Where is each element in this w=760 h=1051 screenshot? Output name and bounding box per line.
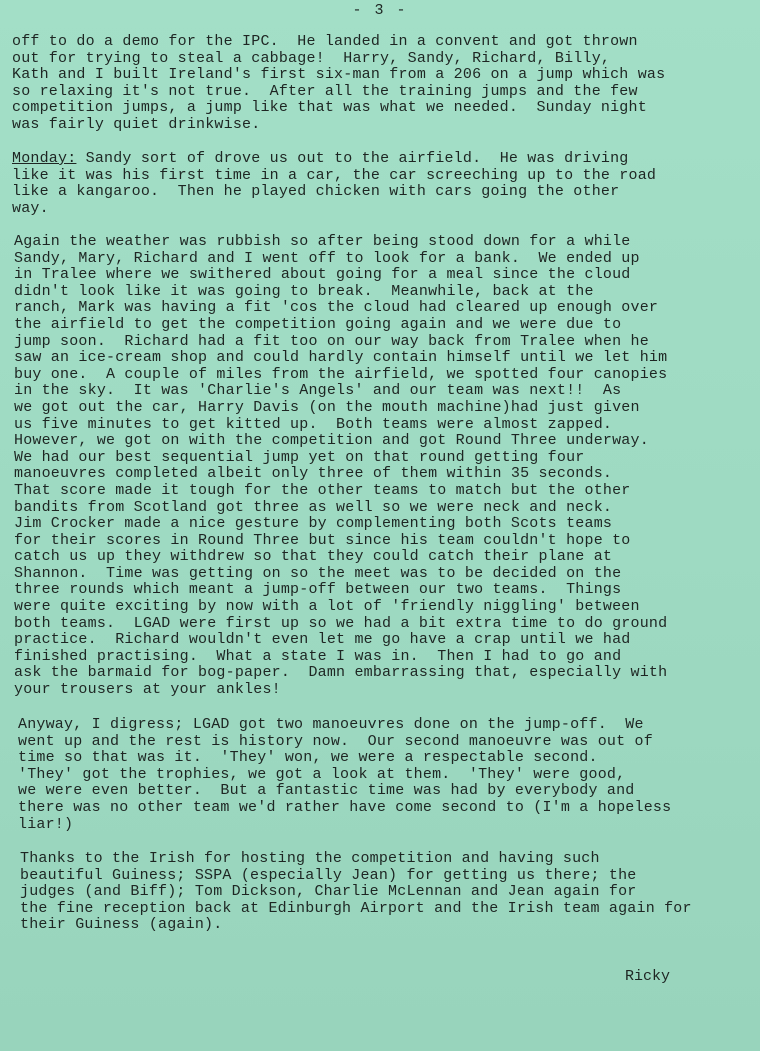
text-line: beautiful Guiness; SSPA (especially Jean) for getting us there; the [20,866,637,884]
text-line: liar!) [18,815,74,833]
text-line: Anyway, I digress; LGAD got two manoeuvres done on the jump-off. We [18,716,644,733]
text-line: in Tralee where we swithered about going for a meal since the cloud [14,266,631,284]
text-line: judges (and Biff); Tom Dickson, Charlie McLennan and Jean again for [20,883,637,901]
text-line: manoeuvres completed albeit only three of them within 35 seconds. [14,465,613,483]
text-line: However, we got on with the competition and got Round Three underway. [14,432,649,450]
text-line: so relaxing it's not true. After all the training jumps and the few [12,82,638,100]
text-line [12,151,656,168]
text-line: 'They' got the trophies, we got a look at them. 'They' were good, [18,765,626,783]
text-line: we were even better. But a fantastic time was had by everybody and [18,782,635,800]
day-heading: Monday: [12,150,77,167]
text-line: practice. Richard wouldn't even let me go have a crap until we had [14,631,631,649]
text-line: ranch, Mark was having a fit 'cos the cloud had cleared up enough over [14,299,659,317]
text-line: we got out the car, Harry Davis (on the mouth machine)had just given [14,398,640,416]
paragraph-jump-off-result [18,717,671,833]
text-line: Thanks to the Irish for hosting the competition and having such [20,850,600,867]
text-line: way. [12,199,49,217]
text-line: went up and the rest is history now. Our second manoeuvre was out of [18,732,653,750]
text-line: catch us up they withdrew so that they could catch their plane at [14,548,613,566]
text-line: saw an ice-cream shop and could hardly contain himself until we let him [14,349,668,367]
text-line: finished practising. What a state I was in. Then I had to go and [14,647,622,665]
signature-ricky: Ricky [625,968,671,985]
text-line: didn't look like it was going to break. Meanwhile, back at the [14,282,594,300]
text-line: their Guiness (again). [20,916,223,934]
page-number: - 3 - [352,2,408,19]
text-line: Jim Crocker made a nice gesture by complementing both Scots teams [14,515,613,533]
text-line: were quite exciting by now with a lot of 'friendly niggling' between [14,598,640,616]
text-line: Kath and I built Ireland's first six-man from a 206 on a jump which was [12,66,666,84]
paragraph-competition-day [14,234,667,699]
text-line: We had our best sequential jump yet on that round getting four [14,448,585,466]
text-line: there was no other team we'd rather have come second to (I'm a hopeless [18,798,672,816]
text-line: in the sky. It was 'Charlie's Angels' and our team was next!! As [14,382,622,400]
text-line-rest: Sandy sort of drove us out to the airfield. He was driving [76,150,629,167]
text-line: bandits from Scotland got three as well so we were neck and neck. [14,498,613,516]
text-line: That score made it tough for the other teams to match but the other [14,481,631,499]
text-line: time so that was it. 'They' won, we were a respectable second. [18,749,598,767]
text-line: out for trying to steal a cabbage! Harry, Sandy, Richard, Billy, [12,49,611,67]
text-line: the fine reception back at Edinburgh Airport and the Irish team again for [20,899,692,917]
text-line: your trousers at your ankles! [14,681,281,699]
text-line: like it was his first time in a car, the car screeching up to the road [12,166,657,184]
paragraph-monday [12,151,656,217]
text-line: Again the weather was rubbish so after being stood down for a while [14,233,631,250]
text-line: us five minutes to get kitted up. Both teams were almost zapped. [14,415,613,433]
text-line: buy one. A couple of miles from the airfield, we spotted four canopies [14,365,668,383]
paragraph-demo-and-six-man [12,34,665,134]
paragraph-thanks [20,851,692,934]
text-line: like a kangaroo. Then he played chicken with cars going the other [12,183,620,201]
text-line: competition jumps, a jump like that was what we needed. Sunday night [12,99,647,117]
text-line: Shannon. Time was getting on so the meet was to be decided on the [14,564,622,582]
text-line: for their scores in Round Three but since his team couldn't hope to [14,531,631,549]
text-line: Sandy, Mary, Richard and I went off to look for a bank. We ended up [14,249,640,267]
text-line: jump soon. Richard had a fit too on our way back from Tralee when he [14,332,649,350]
text-line: three rounds which meant a jump-off between our two teams. Things [14,581,622,599]
text-line: the airfield to get the competition going again and we were due to [14,315,622,333]
text-line: both teams. LGAD were first up so we had a bit extra time to do ground [14,614,668,632]
text-line: ask the barmaid for bog-paper. Damn embarrassing that, especially with [14,664,668,682]
text-line: off to do a demo for the IPC. He landed in a convent and got thrown [12,33,638,50]
text-line: was fairly quiet drinkwise. [12,115,261,133]
